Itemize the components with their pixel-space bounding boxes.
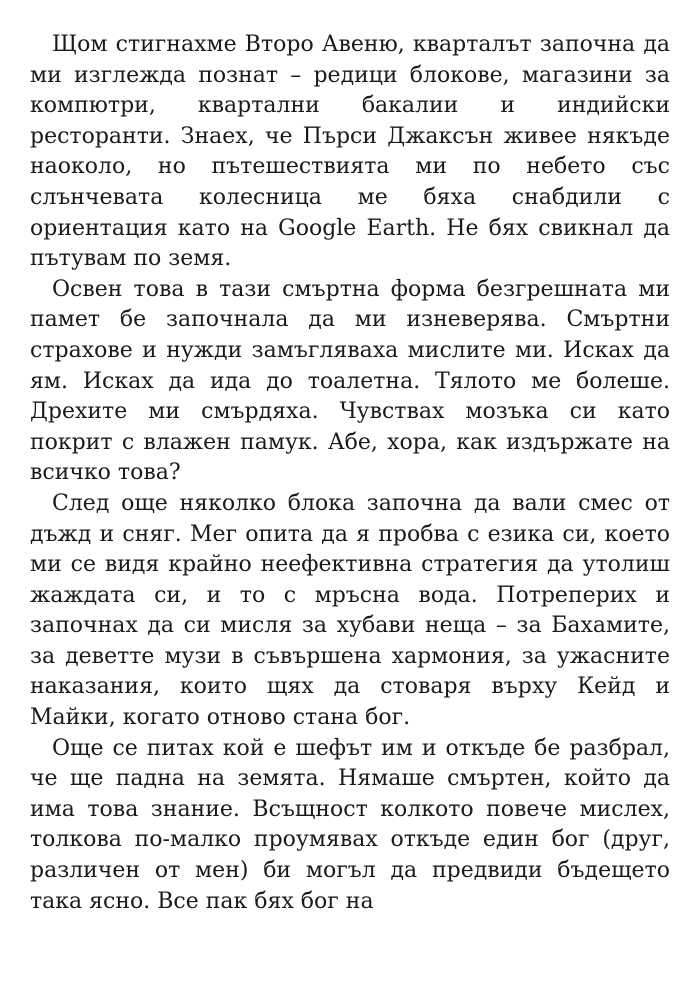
paragraph-4: Още се питах кой е шефът им и откъде бе разбрал, че ще падна на земята. Нямаше смъртен, който да има това знание. Всъщност колкото повече мислех, толкова по-малко проумявах откъде един бог (друг, различен от мен) би могъл да предвиди бъдещето така ясно. Все пак бях бог на	[30, 735, 670, 914]
paragraph-1: Щом стигнахме Второ Авеню, кварталът започна да ми изглежда познат – редици блокове, магазини за компютри, квартални бакалии и индийски ресторанти. Знаех, че Пърси Джаксън живее някъде наоколо, но пътешествията ми по небето със слънчевата колесница ме бяха снабдили с ориентация като на Google Earth. Не бях свикнал да пътувам по земя.	[30, 32, 670, 272]
paragraph-3: След още няколко блока започна да вали смес от дъжд и сняг. Мег опита да я пробва с езика си, което ми се видя крайно неефективна стратегия да утолиш жаждата си, и то с мръсна вода. Потреперих и започнах да си мисля за хубави неща – за Бахамите, за деветте музи в съвършена хармония, за ужасните наказания, които щях да стоваря върху Кейд и Майки, когато отново стана бог.	[30, 490, 670, 731]
paragraph-2: Освен това в тази смъртна форма безгрешната ми памет бе започнала да ми изневерява. Смъртни страхове и нужди замъгляваха мислите ми. Исках да ям. Исках да ида до тоалетна. Тялото ме болеше. Дрехите ми смърдяха. Чувствах мозъка си като покрит с влажен памук. Абе, хора, как издържате на всичко това?	[30, 276, 670, 486]
